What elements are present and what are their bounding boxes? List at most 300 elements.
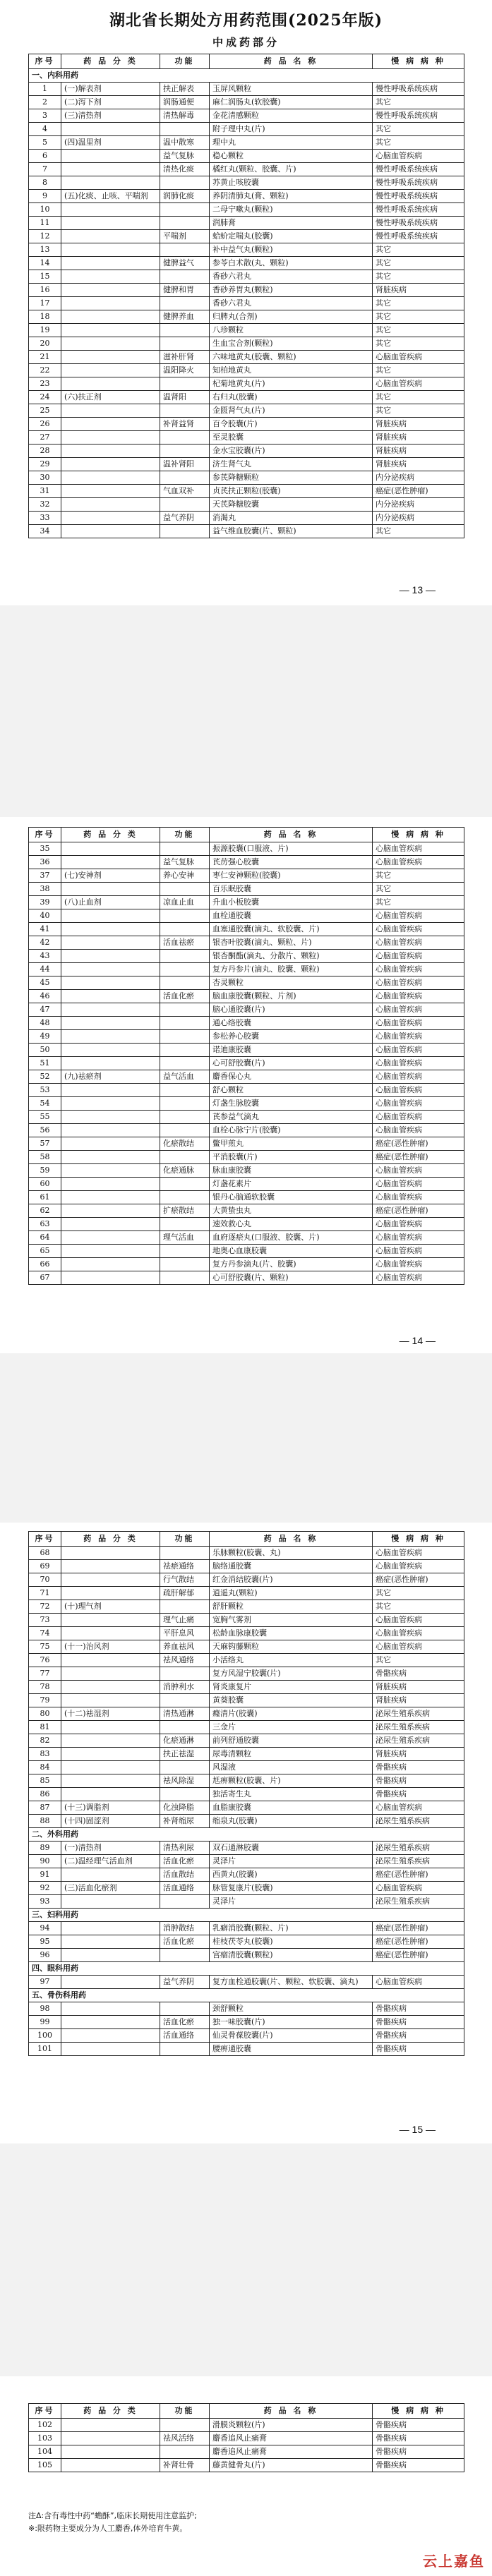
- row-disease: 心脑血管疾病: [373, 1178, 464, 1191]
- table-body: [29, 69, 464, 538]
- row-category: [61, 123, 160, 136]
- row-function: 气血双补: [160, 485, 210, 498]
- table-row: [29, 1124, 464, 1137]
- row-number: 82: [29, 1734, 61, 1748]
- row-disease: 心脑血管疾病: [373, 909, 464, 923]
- row-drug-name: 鳖甲煎丸: [210, 1137, 373, 1151]
- row-drug-name: 独一味胶囊(片): [210, 2016, 373, 2029]
- row-number: 90: [29, 1855, 61, 1868]
- row-number: 88: [29, 1815, 61, 1828]
- row-category: [61, 2002, 160, 2016]
- section-row: [29, 1962, 464, 1976]
- row-drug-name: 香砂养胃丸(颗粒): [210, 284, 373, 297]
- row-drug-name: 理中丸: [210, 136, 373, 150]
- row-number: 77: [29, 1667, 61, 1681]
- row-drug-name: 血栓心脉宁片(胶囊): [210, 1124, 373, 1137]
- row-drug-name: 脑心通胶囊(片): [210, 1003, 373, 1017]
- page-gap: [0, 1353, 492, 1523]
- row-category: [61, 1748, 160, 1761]
- row-drug-name: 血栓通胶囊: [210, 909, 373, 923]
- row-number: 101: [29, 2043, 61, 2056]
- row-function: 消肿散结: [160, 1922, 210, 1935]
- row-drug-name: 银杏叶胶囊(滴丸、颗粒、片): [210, 936, 373, 950]
- row-disease: 其它: [373, 391, 464, 404]
- row-disease: 癌症(恶性肿瘤): [373, 1573, 464, 1587]
- row-disease: 其它: [373, 136, 464, 150]
- header-num: 序号: [29, 54, 61, 69]
- row-number: 76: [29, 1654, 61, 1667]
- row-disease: 慢性呼吸系统疾病: [373, 217, 464, 230]
- row-function: [160, 1667, 210, 1681]
- row-disease: 骨骼疾病: [373, 2002, 464, 2016]
- row-drug-name: 尿毒清颗粒: [210, 1748, 373, 1761]
- table-row: [29, 270, 464, 284]
- row-number: 89: [29, 1842, 61, 1855]
- header-drug: 药 品 名 称: [210, 2404, 373, 2419]
- row-disease: 肾脏疾病: [373, 284, 464, 297]
- table-row: [29, 458, 464, 471]
- row-disease: 心脑血管疾病: [373, 1614, 464, 1627]
- row-drug-name: 独活寄生丸: [210, 1788, 373, 1801]
- table-row: [29, 1721, 464, 1734]
- row-function: 祛风除湿: [160, 1774, 210, 1788]
- row-number: 73: [29, 1614, 61, 1627]
- row-number: 25: [29, 404, 61, 418]
- header-category: 药 品 分 类: [61, 828, 160, 842]
- row-disease: 心脑血管疾病: [373, 1030, 464, 1044]
- row-drug-name: 麝香追风止痛膏: [210, 2445, 373, 2459]
- row-category: [61, 337, 160, 351]
- row-category: [61, 2432, 160, 2445]
- row-disease: 骨骼疾病: [373, 2445, 464, 2459]
- row-function: [160, 270, 210, 284]
- row-number: 63: [29, 1218, 61, 1231]
- row-category: [61, 498, 160, 512]
- table-row: [29, 136, 464, 150]
- row-category: (二)泻下剂: [61, 96, 160, 109]
- row-function: 益气复脉: [160, 856, 210, 869]
- row-disease: 心脑血管疾病: [373, 1191, 464, 1204]
- row-function: 益气养阴: [160, 1976, 210, 1989]
- row-number: 22: [29, 364, 61, 377]
- row-disease: 其它: [373, 896, 464, 909]
- row-category: (八)止血剂: [61, 896, 160, 909]
- row-disease: 其它: [373, 525, 464, 538]
- row-disease: 癌症(恶性肿瘤): [373, 1935, 464, 1949]
- table-row: [29, 1868, 464, 1882]
- row-number: 10: [29, 203, 61, 217]
- row-disease: 癌症(恶性肿瘤): [373, 1204, 464, 1218]
- row-drug-name: 香砂六君丸: [210, 270, 373, 284]
- row-function: 平喘剂: [160, 230, 210, 243]
- table-row: [29, 203, 464, 217]
- table-row: [29, 2419, 464, 2432]
- row-number: 42: [29, 936, 61, 950]
- row-disease: 癌症(恶性肿瘤): [373, 1151, 464, 1164]
- row-category: [61, 963, 160, 976]
- row-category: [61, 842, 160, 856]
- document-subtitle: 中成药部分: [212, 36, 280, 49]
- row-drug-name: 至灵胶囊: [210, 431, 373, 445]
- row-disease: 肾脏疾病: [373, 458, 464, 471]
- row-number: 75: [29, 1640, 61, 1654]
- drug-table-page-1: [28, 54, 464, 538]
- row-drug-name: 缩泉丸(胶囊): [210, 1815, 373, 1828]
- header-row: [29, 54, 464, 69]
- row-category: [61, 1084, 160, 1097]
- table-row: [29, 1734, 464, 1748]
- row-function: 清热利尿: [160, 1842, 210, 1855]
- row-drug-name: 银丹心脑通软胶囊: [210, 1191, 373, 1204]
- row-drug-name: 双石通淋胶囊: [210, 1842, 373, 1855]
- drug-table-page-4: [28, 2403, 464, 2472]
- row-drug-name: 归脾丸(合剂): [210, 310, 373, 324]
- row-category: [61, 418, 160, 431]
- row-drug-name: 乐脉颗粒(胶囊、丸): [210, 1547, 373, 1560]
- row-drug-name: 肾炎康复片: [210, 1681, 373, 1694]
- row-category: [61, 404, 160, 418]
- table-row: [29, 1003, 464, 1017]
- row-drug-name: 润肺膏: [210, 217, 373, 230]
- header-disease: 慢 病 病 种: [373, 2404, 464, 2419]
- table-row: [29, 525, 464, 538]
- table-header: [29, 2404, 464, 2419]
- section-row: [29, 69, 464, 83]
- table-row: [29, 2029, 464, 2043]
- row-function: 凉血止血: [160, 896, 210, 909]
- row-drug-name: 济生肾气丸: [210, 458, 373, 471]
- header-category: 药 品 分 类: [61, 1532, 160, 1547]
- table-row: [29, 1949, 464, 1962]
- row-drug-name: 杞菊地黄丸(片): [210, 377, 373, 391]
- row-disease: 癌症(恶性肿瘤): [373, 1868, 464, 1882]
- row-drug-name: 逍遥丸(颗粒): [210, 1587, 373, 1600]
- header-row: [29, 1532, 464, 1547]
- row-number: 30: [29, 471, 61, 485]
- row-disease: 其它: [373, 869, 464, 883]
- row-number: 70: [29, 1573, 61, 1587]
- row-drug-name: 尪痹颗粒(胶囊、片): [210, 1774, 373, 1788]
- row-disease: 心脑血管疾病: [373, 1057, 464, 1070]
- table-row: [29, 1654, 464, 1667]
- row-number: 56: [29, 1124, 61, 1137]
- table-row: [29, 1547, 464, 1560]
- row-drug-name: 腰痹通胶囊: [210, 2043, 373, 2056]
- row-function: 祛风活络: [160, 2432, 210, 2445]
- row-function: [160, 1057, 210, 1070]
- row-drug-name: 二母宁嗽丸(颗粒): [210, 203, 373, 217]
- row-disease: 肾脏疾病: [373, 1681, 464, 1694]
- row-number: 85: [29, 1774, 61, 1788]
- row-category: [61, 1949, 160, 1962]
- row-category: [61, 990, 160, 1003]
- row-category: [61, 310, 160, 324]
- row-category: [61, 1204, 160, 1218]
- row-drug-name: 金匮肾气丸(片): [210, 404, 373, 418]
- row-drug-name: 补中益气丸(颗粒): [210, 243, 373, 257]
- row-function: 温阳降火: [160, 364, 210, 377]
- row-number: 74: [29, 1627, 61, 1640]
- table-row: [29, 1815, 464, 1828]
- row-category: [61, 1614, 160, 1627]
- row-drug-name: 生血宝合剂(颗粒): [210, 337, 373, 351]
- row-drug-name: 复方血栓通胶囊(片、颗粒、软胶囊、滴丸): [210, 1976, 373, 1989]
- row-drug-name: 消渴丸: [210, 512, 373, 525]
- row-disease: 骨骼疾病: [373, 1774, 464, 1788]
- table-row: [29, 1707, 464, 1721]
- row-number: 27: [29, 431, 61, 445]
- row-function: 温肾阳: [160, 391, 210, 404]
- row-disease: 泌尿生殖系疾病: [373, 1855, 464, 1868]
- row-number: 12: [29, 230, 61, 243]
- row-drug-name: 心可舒胶囊(片): [210, 1057, 373, 1070]
- row-function: [160, 1271, 210, 1285]
- row-category: [61, 230, 160, 243]
- page-3: [0, 1523, 492, 2143]
- row-number: 54: [29, 1097, 61, 1111]
- note-2: ※:限药物主要成分为人工麝香,体外培育牛黄。: [28, 2524, 188, 2533]
- row-category: [61, 883, 160, 896]
- row-drug-name: 灯盏生脉胶囊: [210, 1097, 373, 1111]
- row-drug-name: 通心络胶囊: [210, 1017, 373, 1030]
- row-drug-name: 灯盏花素片: [210, 1178, 373, 1191]
- row-category: [61, 1057, 160, 1070]
- row-drug-name: 癃清片(胶囊): [210, 1707, 373, 1721]
- row-disease: 其它: [373, 1600, 464, 1614]
- row-function: 温补肾阳: [160, 458, 210, 471]
- row-disease: 骨骼疾病: [373, 1761, 464, 1774]
- row-drug-name: 金花清感颗粒: [210, 109, 373, 123]
- row-disease: 心脑血管疾病: [373, 1560, 464, 1573]
- row-function: 润肺化痰: [160, 190, 210, 203]
- header-row: [29, 828, 464, 842]
- row-disease: 心脑血管疾病: [373, 963, 464, 976]
- row-function: [160, 176, 210, 190]
- row-function: 益气养阴: [160, 512, 210, 525]
- row-category: [61, 458, 160, 471]
- drug-table-page-3: [28, 1531, 464, 2056]
- row-drug-name: 蛤蚧定喘丸(胶囊): [210, 230, 373, 243]
- row-drug-name: 桂枝茯苓丸(胶囊): [210, 1935, 373, 1949]
- table-row: [29, 391, 464, 404]
- row-function: [160, 1111, 210, 1124]
- table-row: [29, 1017, 464, 1030]
- row-number: 92: [29, 1882, 61, 1895]
- table-row: [29, 404, 464, 418]
- document-title: 湖北省长期处方用药范围(2025年版): [109, 11, 383, 30]
- row-drug-name: 心可舒胶囊(片、颗粒): [210, 1271, 373, 1285]
- row-category: (九)祛瘀剂: [61, 1070, 160, 1084]
- row-function: 化浊降脂: [160, 1801, 210, 1815]
- row-disease: 慢性呼吸系统疾病: [373, 230, 464, 243]
- row-number: 45: [29, 976, 61, 990]
- table-row: [29, 150, 464, 163]
- row-category: (二)温经理气活血剂: [61, 1855, 160, 1868]
- row-disease: 慢性呼吸系统疾病: [373, 109, 464, 123]
- row-function: 清热通淋: [160, 1707, 210, 1721]
- row-category: [61, 431, 160, 445]
- row-disease: 心脑血管疾病: [373, 950, 464, 963]
- row-function: [160, 217, 210, 230]
- row-number: 102: [29, 2419, 61, 2432]
- row-disease: 慢性呼吸系统疾病: [373, 163, 464, 176]
- row-function: 行气散结: [160, 1573, 210, 1587]
- row-category: [61, 163, 160, 176]
- header-row: [29, 2404, 464, 2419]
- row-drug-name: 复方风湿宁胶囊(片): [210, 1667, 373, 1681]
- row-disease: 心脑血管疾病: [373, 1218, 464, 1231]
- row-function: [160, 883, 210, 896]
- row-drug-name: 枣仁安神颗粒(胶囊): [210, 869, 373, 883]
- row-number: 61: [29, 1191, 61, 1204]
- row-number: 105: [29, 2459, 61, 2472]
- table-row: [29, 909, 464, 923]
- row-disease: 骨骼疾病: [373, 2419, 464, 2432]
- row-function: 活血祛瘀: [160, 936, 210, 950]
- table-row: [29, 310, 464, 324]
- table-row: [29, 284, 464, 297]
- row-number: 48: [29, 1017, 61, 1030]
- row-disease: 泌尿生殖系疾病: [373, 1707, 464, 1721]
- row-category: [61, 1694, 160, 1707]
- page-2: [0, 817, 492, 1353]
- row-category: [61, 2459, 160, 2472]
- row-disease: 泌尿生殖系疾病: [373, 1721, 464, 1734]
- table-row: [29, 1627, 464, 1640]
- row-drug-name: 升血小板胶囊: [210, 896, 373, 909]
- row-drug-name: 天芪降糖胶囊: [210, 498, 373, 512]
- row-drug-name: 大黄蛰虫丸: [210, 1204, 373, 1218]
- row-disease: 心脑血管疾病: [373, 1044, 464, 1057]
- table-row: [29, 1084, 464, 1097]
- row-number: 52: [29, 1070, 61, 1084]
- row-drug-name: 乳癖消胶囊(颗粒、片): [210, 1922, 373, 1935]
- row-category: [61, 512, 160, 525]
- section-heading: 三、妇科用药: [29, 1909, 464, 1922]
- row-function: 益气活血: [160, 1070, 210, 1084]
- row-drug-name: 麝香保心丸: [210, 1070, 373, 1084]
- row-category: [61, 2029, 160, 2043]
- row-number: 4: [29, 123, 61, 136]
- row-function: [160, 1788, 210, 1801]
- row-number: 34: [29, 525, 61, 538]
- row-function: [160, 2002, 210, 2016]
- row-number: 43: [29, 950, 61, 963]
- row-category: (三)清热剂: [61, 109, 160, 123]
- row-number: 68: [29, 1547, 61, 1560]
- row-number: 11: [29, 217, 61, 230]
- row-drug-name: 脉血康胶囊: [210, 1164, 373, 1178]
- row-function: 润肠通便: [160, 96, 210, 109]
- row-category: (十四)固涩剂: [61, 1815, 160, 1828]
- table-row: [29, 1178, 464, 1191]
- table-row: [29, 2432, 464, 2445]
- table-row: [29, 923, 464, 936]
- row-number: 21: [29, 351, 61, 364]
- row-function: 平肝息风: [160, 1627, 210, 1640]
- row-disease: 心脑血管疾病: [373, 936, 464, 950]
- row-disease: 泌尿生殖系疾病: [373, 1842, 464, 1855]
- table-row: [29, 1640, 464, 1654]
- row-drug-name: 小活络丸: [210, 1654, 373, 1667]
- row-number: 24: [29, 391, 61, 404]
- row-disease: 其它: [373, 297, 464, 310]
- header-disease: 慢 病 病 种: [373, 1532, 464, 1547]
- row-number: 84: [29, 1761, 61, 1774]
- table-row: [29, 950, 464, 963]
- row-number: 100: [29, 2029, 61, 2043]
- table-row: [29, 1976, 464, 1989]
- table-row: [29, 1151, 464, 1164]
- row-function: 益气复脉: [160, 150, 210, 163]
- table-row: [29, 1748, 464, 1761]
- row-function: [160, 324, 210, 337]
- table-row: [29, 2016, 464, 2029]
- table-row: [29, 297, 464, 310]
- row-drug-name: 脑血康胶囊(颗粒、片剂): [210, 990, 373, 1003]
- table-row: [29, 1774, 464, 1788]
- table-row: [29, 96, 464, 109]
- table-row: [29, 512, 464, 525]
- row-disease: 心脑血管疾病: [373, 1084, 464, 1097]
- table-row: [29, 1218, 464, 1231]
- row-category: [61, 1935, 160, 1949]
- row-disease: 心脑血管疾病: [373, 1097, 464, 1111]
- header-function: 功能: [160, 1532, 210, 1547]
- row-disease: 其它: [373, 337, 464, 351]
- row-disease: 其它: [373, 243, 464, 257]
- table-row: [29, 842, 464, 856]
- section-heading: 四、眼科用药: [29, 1962, 464, 1976]
- row-function: [160, 842, 210, 856]
- row-drug-name: 参松养心胶囊: [210, 1030, 373, 1044]
- row-disease: 慢性呼吸系统疾病: [373, 83, 464, 96]
- row-number: 94: [29, 1922, 61, 1935]
- table-row: [29, 1855, 464, 1868]
- row-disease: 心脑血管疾病: [373, 1976, 464, 1989]
- table-row: [29, 351, 464, 364]
- row-number: 29: [29, 458, 61, 471]
- table-row: [29, 1271, 464, 1285]
- section-heading: 一、内科用药: [29, 69, 464, 83]
- row-drug-name: 百令胶囊(片): [210, 418, 373, 431]
- row-number: 91: [29, 1868, 61, 1882]
- row-category: [61, 284, 160, 297]
- row-number: 47: [29, 1003, 61, 1017]
- table-row: [29, 1788, 464, 1801]
- row-drug-name: 参苓白术散(丸、颗粒): [210, 257, 373, 270]
- row-number: 50: [29, 1044, 61, 1057]
- row-drug-name: 血脂康胶囊: [210, 1801, 373, 1815]
- row-drug-name: 八珍颗粒: [210, 324, 373, 337]
- row-function: 疏肝解郁: [160, 1587, 210, 1600]
- row-function: [160, 1694, 210, 1707]
- row-disease: 肾脏疾病: [373, 445, 464, 458]
- row-disease: 心脑血管疾病: [373, 1627, 464, 1640]
- page-gap: [0, 605, 492, 817]
- row-function: [160, 498, 210, 512]
- row-function: 清热化痰: [160, 163, 210, 176]
- row-category: [61, 351, 160, 364]
- row-drug-name: 振源胶囊(口服液、片): [210, 842, 373, 856]
- row-disease: 肾脏疾病: [373, 1748, 464, 1761]
- row-function: 补肾壮骨: [160, 2459, 210, 2472]
- row-number: 81: [29, 1721, 61, 1734]
- row-disease: 心脑血管疾病: [373, 1882, 464, 1895]
- row-disease: 内分泌疾病: [373, 471, 464, 485]
- row-category: (五)化痰、止咳、平喘剂: [61, 190, 160, 203]
- row-number: 16: [29, 284, 61, 297]
